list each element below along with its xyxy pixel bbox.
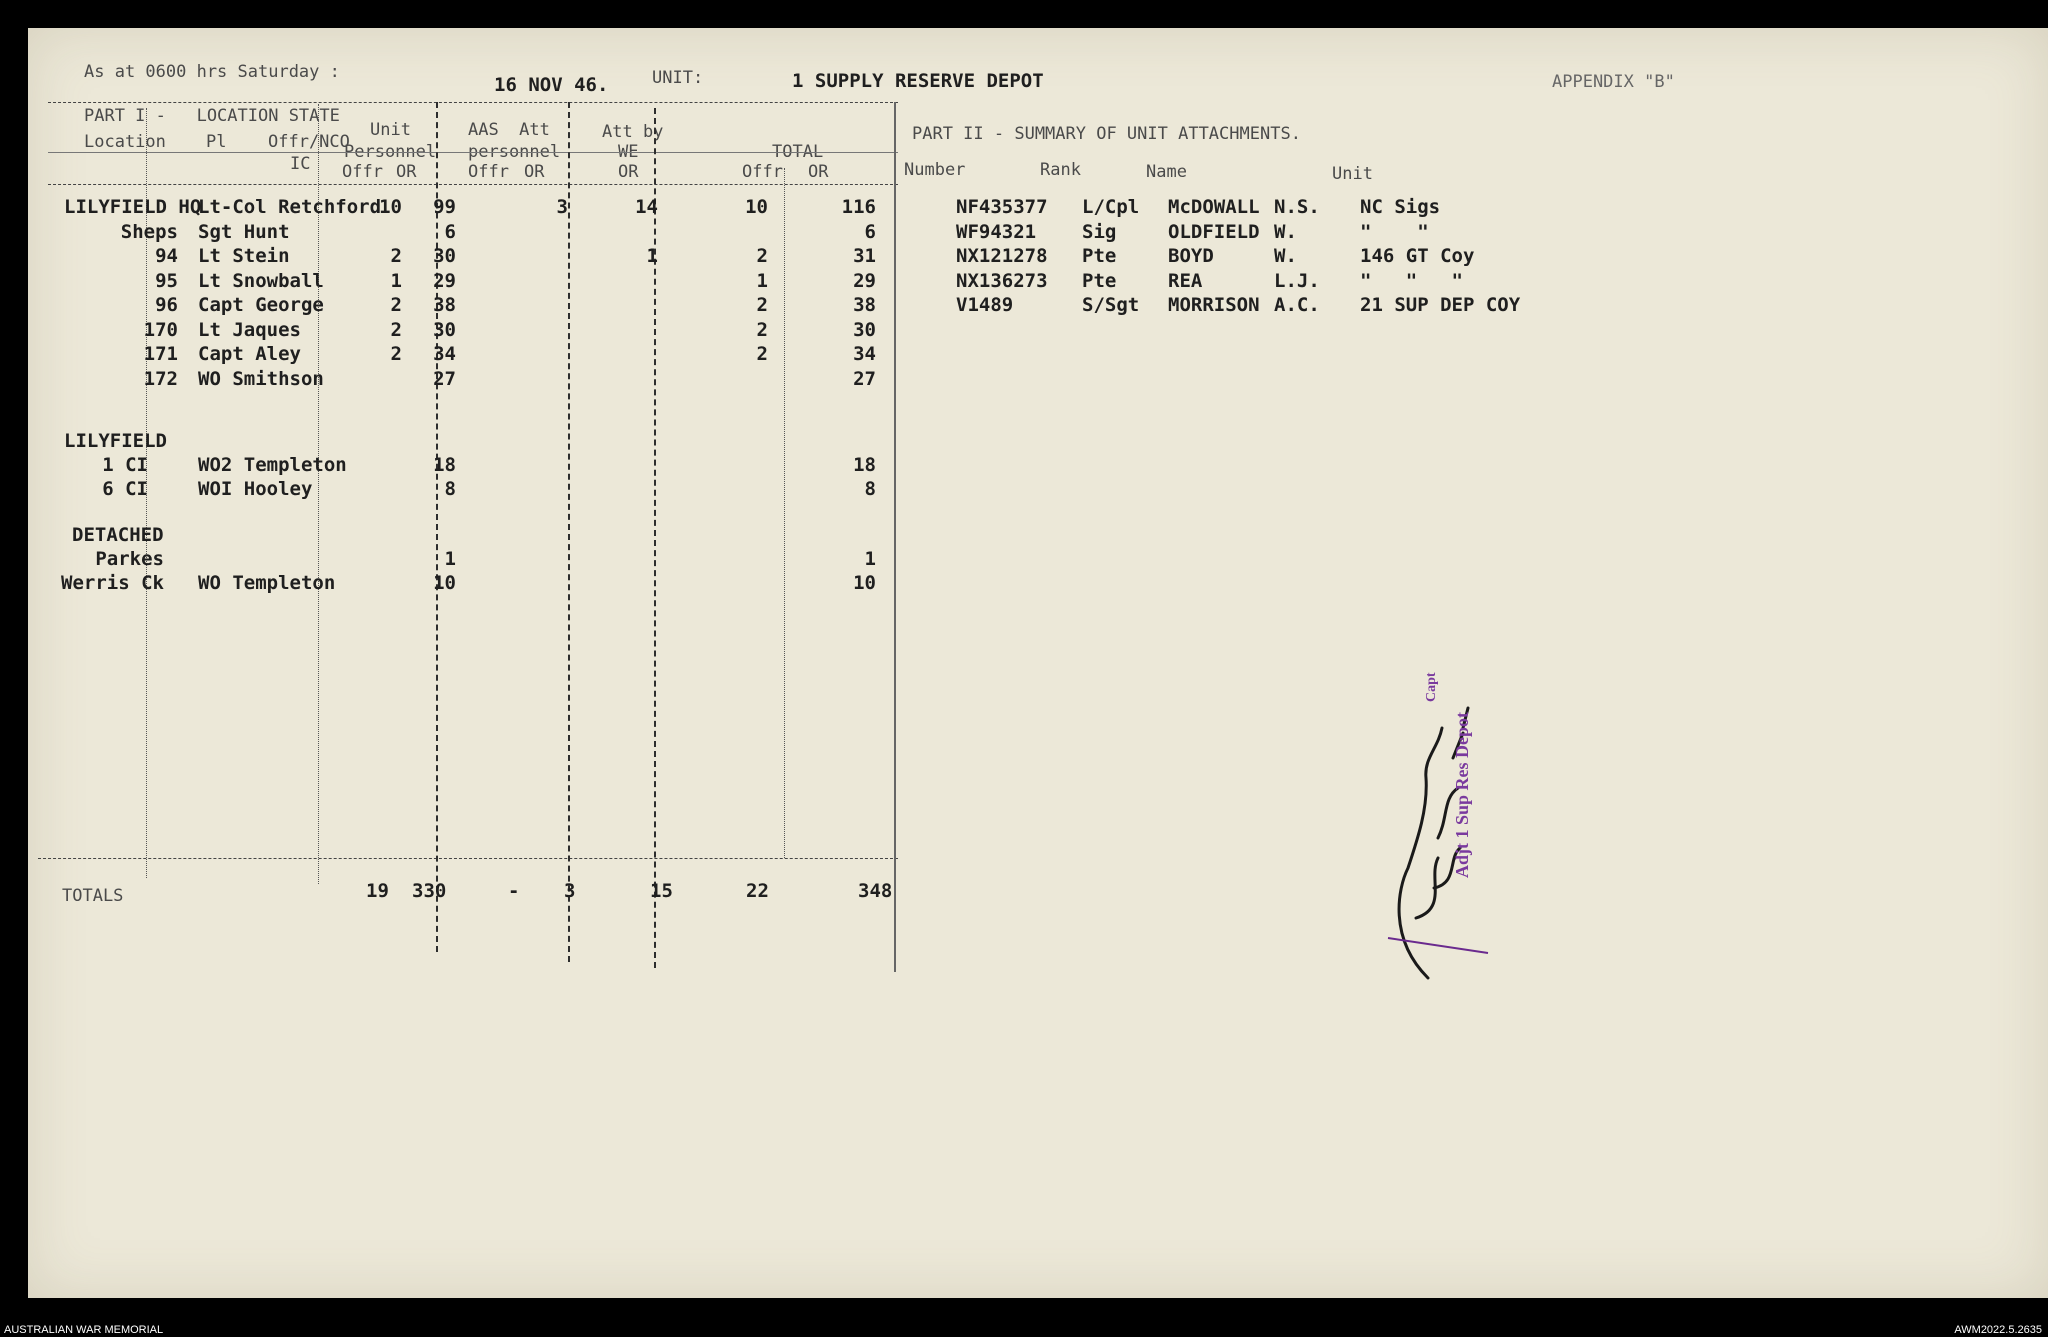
location-cell: 96 <box>155 294 178 316</box>
service-number-cell: V1489 <box>956 294 1014 316</box>
col-divider-we <box>654 108 656 968</box>
unit-offr-cell: 10 <box>379 196 402 218</box>
unit-cell: NC Sigs <box>1360 196 1441 218</box>
unit-offr-cell: 1 <box>390 269 402 292</box>
total-offr-cell: 10 <box>745 196 768 218</box>
officer-ic-cell: WO2 Templeton <box>198 454 347 476</box>
officer-ic-cell: Capt George <box>198 294 324 316</box>
total-or-cell: 30 <box>853 318 876 341</box>
unit-or-cell: 99 <box>433 196 456 218</box>
col-unit: Unit <box>370 120 411 140</box>
location-cell: 1 CI <box>102 454 148 476</box>
totals-unit-or: 330 <box>412 880 447 902</box>
unit-label: UNIT: <box>652 68 704 88</box>
total-or-cell: 1 <box>864 548 876 570</box>
officer-ic-cell: WO Templeton <box>198 572 336 594</box>
col-pl: Pl <box>206 132 227 152</box>
document-page <box>28 28 2048 1298</box>
totals-we-offr: 3 <box>564 880 576 902</box>
location-cell: LILYFIELD HQ <box>64 196 202 218</box>
unit-or-cell: 34 <box>433 343 456 365</box>
location-cell: Parkes <box>95 548 164 570</box>
col-name: Name <box>1146 162 1187 182</box>
surname-cell: OLDFIELD <box>1168 220 1260 243</box>
location-cell: Werris Ck <box>61 572 164 594</box>
col-rank: Rank <box>1040 160 1081 180</box>
surname-cell: REA <box>1168 269 1203 292</box>
service-number-cell: NF435377 <box>956 196 1048 218</box>
header-bottom-divider <box>48 184 898 185</box>
unit-or-cell: 30 <box>433 318 456 341</box>
officer-ic-cell: WO Smithson <box>198 367 324 390</box>
location-cell: 94 <box>155 245 178 267</box>
officer-ic-cell: Capt Aley <box>198 343 301 365</box>
officer-ic-cell: Sgt Hunt <box>198 220 290 243</box>
unit-or-sub: OR <box>396 162 417 182</box>
header-divider <box>48 152 898 153</box>
total-offr-cell: 2 <box>756 294 768 316</box>
unit-offr-cell: 2 <box>390 294 402 316</box>
part2-title: PART II - SUMMARY OF UNIT ATTACHMENTS. <box>912 124 1301 144</box>
initials-cell: N.S. <box>1274 196 1320 218</box>
location-cell: 171 <box>143 343 178 365</box>
col-unit-p2: Unit <box>1332 164 1373 184</box>
footer-ref: AWM2022.5.2635 <box>1954 1324 2042 1336</box>
totals-label: TOTALS <box>62 886 124 906</box>
total-offr-cell: 2 <box>756 245 768 267</box>
unit-or-cell: 10 <box>433 572 456 594</box>
col-aas-att: AAS Att <box>468 120 550 140</box>
officer-ic-cell: Lt Snowball <box>198 269 324 292</box>
unit-offr-sub: Offr <box>342 162 383 182</box>
total-offr-cell: 2 <box>756 318 768 341</box>
service-number-cell: NX121278 <box>956 245 1048 267</box>
col-offr-nco: Offr/NCO <box>268 132 350 152</box>
col-location: Location <box>84 132 166 152</box>
col-divider-total <box>784 168 785 858</box>
location-cell: 95 <box>155 269 178 292</box>
unit-or-cell: 30 <box>433 245 456 267</box>
total-offr-sub: Offr <box>742 162 783 182</box>
col-att-by: Att by <box>602 122 664 142</box>
unit-cell: " " " <box>1360 269 1463 292</box>
total-or-cell: 116 <box>841 196 876 218</box>
unit-or-cell: 6 <box>444 220 456 243</box>
col-number: Number <box>904 160 966 180</box>
unit-offr-cell: 2 <box>390 245 402 267</box>
initials-cell: L.J. <box>1274 269 1320 292</box>
total-or-cell: 6 <box>864 220 876 243</box>
total-or-sub: OR <box>808 162 829 182</box>
rank-cell: S/Sgt <box>1082 294 1140 316</box>
initials-cell: W. <box>1274 245 1297 267</box>
officer-ic-cell: Lt Jaques <box>198 318 301 341</box>
part-divider <box>894 102 896 972</box>
col-total: TOTAL <box>772 142 824 162</box>
part1-title: PART I - LOCATION STATE <box>84 106 340 126</box>
location-cell: Sheps <box>120 220 178 243</box>
surname-cell: McDOWALL <box>1168 196 1260 218</box>
we-or-cell: 1 <box>646 245 658 267</box>
totals-total-or: 348 <box>858 880 893 902</box>
unit-or-cell: 29 <box>433 269 456 292</box>
unit-or-cell: 38 <box>433 294 456 316</box>
totals-divider <box>38 858 898 859</box>
col-divider-aas <box>568 102 570 962</box>
location-cell: 172 <box>143 367 178 390</box>
unit-cell: 21 SUP DEP COY <box>1360 294 1521 316</box>
totals-total-offr: 22 <box>746 880 769 902</box>
total-or-cell: 8 <box>864 478 876 500</box>
total-or-cell: 10 <box>853 572 876 594</box>
totals-unit-offr: 19 <box>366 880 389 902</box>
aas-offr-sub: Offr <box>468 162 509 182</box>
total-or-cell: 31 <box>853 245 876 267</box>
unit-cell: 146 GT Coy <box>1360 245 1475 267</box>
col-divider-offr <box>318 104 319 884</box>
group-title-detached: DETACHED <box>72 524 164 546</box>
unit-name: 1 SUPPLY RESERVE DEPOT <box>792 70 1044 92</box>
unit-or-cell: 1 <box>444 548 456 570</box>
stamp-capt: Capt <box>1424 672 1439 702</box>
totals-aas: - <box>508 880 520 902</box>
surname-cell: BOYD <box>1168 245 1214 267</box>
initials-cell: A.C. <box>1274 294 1320 316</box>
location-cell: 170 <box>143 318 178 341</box>
total-or-cell: 18 <box>853 454 876 476</box>
report-date: 16 NOV 46. <box>494 74 609 96</box>
appendix-label: APPENDIX "B" <box>1552 72 1675 92</box>
total-or-cell: 38 <box>853 294 876 316</box>
total-offr-cell: 1 <box>756 269 768 292</box>
officer-ic-cell: Lt Stein <box>198 245 290 267</box>
totals-we-or: 15 <box>650 880 673 902</box>
col-ic: IC <box>290 154 311 174</box>
rank-cell: Sig <box>1082 220 1117 243</box>
initials-cell: W. <box>1274 220 1297 243</box>
unit-offr-cell: 2 <box>390 318 402 341</box>
surname-cell: MORRISON <box>1168 294 1260 316</box>
we-or-sub: OR <box>618 162 639 182</box>
rank-cell: Pte <box>1082 245 1117 267</box>
unit-offr-cell: 2 <box>390 343 402 365</box>
unit-cell: " " <box>1360 220 1429 243</box>
unit-or-cell: 18 <box>433 454 456 476</box>
we-offr-cell: 3 <box>556 196 568 218</box>
footer-source: AUSTRALIAN WAR MEMORIAL <box>4 1324 164 1336</box>
unit-or-cell: 27 <box>433 367 456 390</box>
service-number-cell: NX136273 <box>956 269 1048 292</box>
as-at-label: As at 0600 hrs Saturday : <box>84 62 340 82</box>
officer-ic-cell: WOI Hooley <box>198 478 313 500</box>
we-or-cell: 14 <box>635 196 658 218</box>
officer-ic-cell: Lt-Col Retchford <box>198 196 382 218</box>
group-title-lilyfield: LILYFIELD <box>64 430 167 452</box>
col-aas-personnel: personnel <box>468 142 561 162</box>
total-offr-cell: 2 <box>756 343 768 365</box>
total-or-cell: 27 <box>853 367 876 390</box>
location-cell: 6 CI <box>102 478 148 500</box>
total-or-cell: 29 <box>853 269 876 292</box>
signature <box>1368 688 1498 988</box>
service-number-cell: WF94321 <box>956 220 1037 243</box>
unit-or-cell: 8 <box>444 478 456 500</box>
aas-or-sub: OR <box>524 162 545 182</box>
col-we: WE <box>618 142 639 162</box>
col-unit-personnel: Personnel <box>344 142 437 162</box>
rank-cell: Pte <box>1082 269 1117 292</box>
rank-cell: L/Cpl <box>1082 196 1140 218</box>
stamp-adjt: Adjt 1 Sup Res Depot <box>1452 711 1472 878</box>
total-or-cell: 34 <box>853 343 876 365</box>
top-divider <box>48 102 898 103</box>
